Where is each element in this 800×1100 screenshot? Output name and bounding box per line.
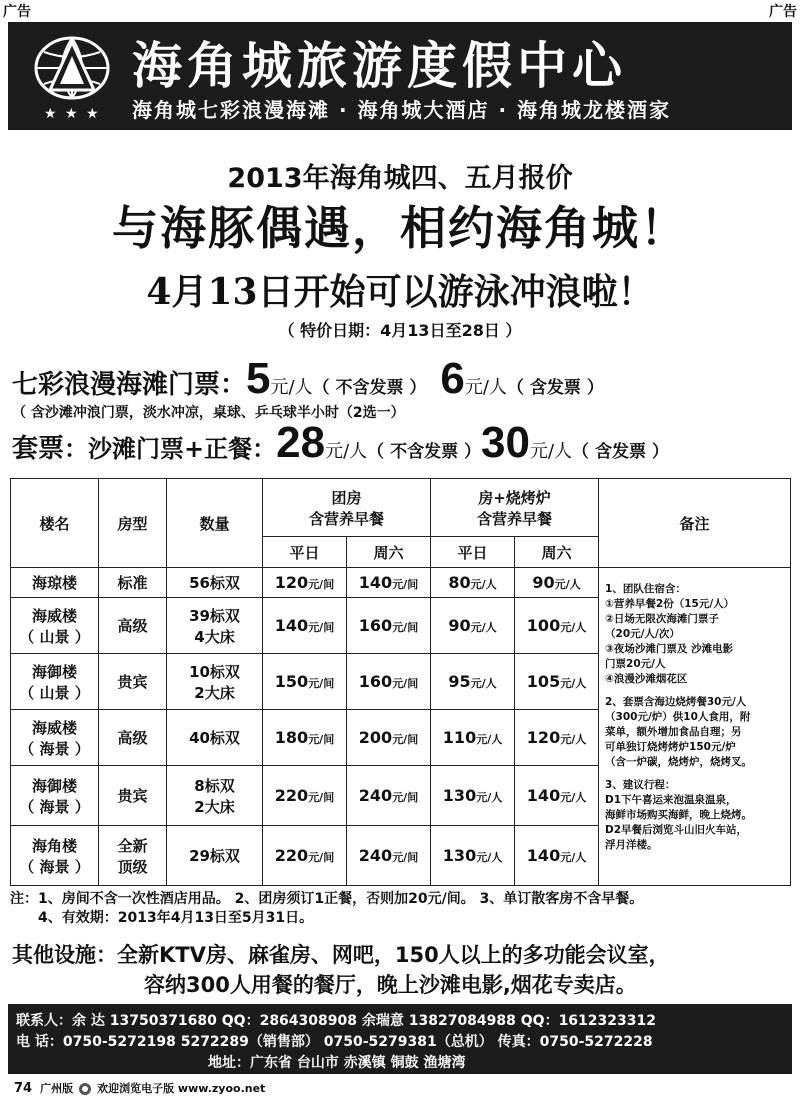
price-amount: 95 xyxy=(448,672,471,691)
remark-line: （300元/炉）供10人食用，附 xyxy=(605,711,751,723)
table-row xyxy=(11,568,791,598)
contact-address: 地址：广东省 台山市 赤溪镇 铜鼓 渔塘湾 xyxy=(208,1055,466,1071)
col-header-quantity: 数量 xyxy=(167,479,263,568)
price-bbq-saturday xyxy=(515,710,599,766)
cell-building xyxy=(11,766,99,826)
remark-line: ④浪漫沙滩烟花区 xyxy=(605,673,688,685)
cell-building xyxy=(11,710,99,766)
building-name: 海琼楼 xyxy=(31,574,77,592)
cell-building xyxy=(11,568,99,598)
price-amount: 120 xyxy=(274,573,309,592)
remark-line: D2早餐后浏览斗山旧火车站， xyxy=(605,824,748,836)
price-note: （ 不含发票 ） xyxy=(312,378,427,398)
svg-text:★: ★ xyxy=(44,106,57,122)
building-name: 海御楼 xyxy=(31,662,77,681)
remarks-cell xyxy=(599,568,791,886)
brand-title: 海角城旅游度假中心 xyxy=(132,37,627,95)
package-price-2: 30 xyxy=(481,418,530,467)
price-amount: 105 xyxy=(526,672,561,691)
room-type: 全新 xyxy=(117,836,148,855)
cell-room-type xyxy=(99,654,167,710)
price-group-saturday xyxy=(347,710,431,766)
price-group-weekday xyxy=(263,598,347,654)
price-amount: 100 xyxy=(526,616,561,635)
cell-quantity xyxy=(167,710,263,766)
page-footer xyxy=(14,1080,265,1096)
price-bbq-weekday xyxy=(431,598,515,654)
remark-line: 海鲜市场购买海鲜，晚上烧烤。 xyxy=(605,809,753,821)
price-unit: 元/人 xyxy=(560,677,587,690)
building-view: （ 山景 ） xyxy=(19,683,90,702)
room-quantity: 8标双 xyxy=(194,776,235,795)
price-unit: 元/人 xyxy=(470,578,497,591)
price-unit: 元/人 xyxy=(560,733,587,746)
price-bbq-saturday xyxy=(515,598,599,654)
beach-ticket-price-2: 6 xyxy=(440,354,465,403)
remark-line: 可单独订烧烤烤炉150元/炉 xyxy=(605,741,736,753)
price-amount: 140 xyxy=(526,846,561,865)
cell-room-type xyxy=(99,826,167,886)
room-quantity: 39标双 xyxy=(189,606,240,625)
price-unit: 元/人 xyxy=(560,621,587,634)
price-amount: 240 xyxy=(358,786,393,805)
col-header-weekday: 平日 xyxy=(263,537,347,568)
edition-label: 广州版 xyxy=(40,1082,74,1095)
price-unit: 元/人 xyxy=(560,851,587,864)
price-group-weekday xyxy=(263,766,347,826)
building-name: 海角楼 xyxy=(31,836,77,855)
package-line xyxy=(12,418,669,468)
price-amount: 90 xyxy=(532,573,555,592)
price-unit: 元/人 xyxy=(529,441,573,462)
cell-quantity xyxy=(167,568,263,598)
facilities xyxy=(12,940,670,1000)
price-amount: 140 xyxy=(526,786,561,805)
price-unit: 元/人 xyxy=(325,441,368,462)
price-unit: 元/人 xyxy=(470,677,497,690)
price-bbq-saturday xyxy=(515,826,599,886)
building-view: （ 海景 ） xyxy=(19,739,90,758)
group-room-line2: 含营养早餐 xyxy=(309,509,385,528)
room-quantity: 56标双 xyxy=(189,574,240,592)
price-unit: 元/人 xyxy=(476,791,503,804)
price-amount: 160 xyxy=(358,672,393,691)
price-note: （ 不含发票 ） xyxy=(367,442,481,462)
remark-line: ②日场无限次海滩门票子 xyxy=(605,613,719,625)
col-header-weekday: 平日 xyxy=(431,537,515,568)
cell-building xyxy=(11,654,99,710)
price-amount: 180 xyxy=(274,728,309,747)
page-number: 74 xyxy=(14,1081,33,1096)
price-bbq-weekday xyxy=(431,654,515,710)
remark-line: 1、团队住宿含： xyxy=(605,583,686,595)
room-type: 高级 xyxy=(117,729,148,747)
cell-quantity xyxy=(167,654,263,710)
cell-room-type xyxy=(99,568,167,598)
contact-phones: 电 话：0750-5272198 5272289（销售部） 0750-5279381（总机） 传真：0750-5272228 xyxy=(16,1034,653,1050)
building-name: 海威楼 xyxy=(31,606,77,625)
room-quantity: 40标双 xyxy=(189,729,240,747)
ad-tag-right: 广告 xyxy=(766,0,800,22)
browse-online-text: 欢迎浏览电子版 www.zyoo.net xyxy=(97,1082,266,1095)
promo-swim-date: 4月13日开始可以游泳冲浪啦！ xyxy=(146,271,654,313)
price-bbq-weekday xyxy=(431,568,515,598)
cell-quantity xyxy=(167,826,263,886)
room-type: 标准 xyxy=(117,574,148,592)
price-group-saturday xyxy=(347,654,431,710)
col-header-bbq-room xyxy=(431,479,599,537)
footnotes xyxy=(10,890,643,928)
price-bbq-saturday xyxy=(515,654,599,710)
package-price-1: 28 xyxy=(276,418,326,467)
price-amount: 200 xyxy=(358,728,393,747)
svg-text:★: ★ xyxy=(65,106,78,122)
package-desc: ：沙滩门票+正餐： xyxy=(64,435,277,463)
price-bbq-saturday xyxy=(515,766,599,826)
price-unit: 元/人 xyxy=(270,377,313,398)
price-group-weekday xyxy=(263,568,347,598)
price-group-weekday xyxy=(263,654,347,710)
price-amount: 90 xyxy=(448,616,471,635)
price-note: （ 含发票 ） xyxy=(572,442,669,462)
price-unit: 元/人 xyxy=(476,851,503,864)
room-type: 高级 xyxy=(117,617,148,635)
room-quantity-line2: 2大床 xyxy=(194,683,235,702)
building-view: （ 海景 ） xyxy=(19,797,90,816)
remark-line: （含一炉碳，烧烤炉，烧烤叉。 xyxy=(605,756,753,768)
col-header-saturday: 周六 xyxy=(515,537,599,568)
price-group-weekday xyxy=(263,826,347,886)
building-view: （ 山景 ） xyxy=(19,627,90,646)
col-header-remarks: 备注 xyxy=(599,479,791,568)
cell-quantity xyxy=(167,766,263,826)
price-unit: 元/人 xyxy=(554,578,581,591)
remark-line: 菜单，额外增加食品自理；另 xyxy=(605,726,742,738)
resort-logo-icon xyxy=(26,32,118,122)
beach-ticket-price-1: 5 xyxy=(246,354,271,403)
price-amount: 220 xyxy=(274,786,309,805)
remark-line: 2、套票含海边烧烤餐30元/人 xyxy=(605,696,747,708)
price-group-saturday xyxy=(347,598,431,654)
special-dates: （ 特价日期：4月13日至28日 ） xyxy=(278,321,522,340)
price-unit: 元/间 xyxy=(392,578,419,591)
footnote-line-2: 4、有效期：2013年4月13日至5月31日。 xyxy=(38,910,314,926)
price-unit: 元/间 xyxy=(392,677,419,690)
remark-line: D1下午喜运来泡温泉温泉， xyxy=(605,794,737,806)
col-header-group-room xyxy=(263,479,431,537)
building-name: 海御楼 xyxy=(31,776,77,795)
room-type: 贵宾 xyxy=(117,787,148,805)
col-header-building: 楼名 xyxy=(11,479,99,568)
price-unit: 元/间 xyxy=(392,851,419,864)
price-unit: 元/人 xyxy=(464,377,507,398)
room-quantity-line2: 2大床 xyxy=(194,797,235,816)
price-amount: 110 xyxy=(442,728,477,747)
remark-line: 浮月洋楼。 xyxy=(605,839,658,851)
price-group-saturday xyxy=(347,766,431,826)
price-group-weekday xyxy=(263,710,347,766)
remark-line: ①营养早餐2份（15元/人） xyxy=(605,598,735,610)
remark-line: 门票20元/人 xyxy=(605,658,666,670)
price-unit: 元/间 xyxy=(308,621,335,634)
price-group-saturday xyxy=(347,826,431,886)
price-unit: 元/间 xyxy=(308,851,335,864)
price-amount: 220 xyxy=(274,846,309,865)
col-header-saturday: 周六 xyxy=(347,537,431,568)
price-unit: 元/间 xyxy=(392,621,419,634)
cell-room-type xyxy=(99,710,167,766)
price-unit: 元/间 xyxy=(308,578,335,591)
price-amount: 140 xyxy=(274,616,309,635)
price-bbq-saturday xyxy=(515,568,599,598)
promo-headline: 与海豚偶遇，相约海角城！ xyxy=(112,201,688,255)
footnote-line-1: 注：1、房间不含一次性酒店用品。 2、团房须订1正餐，否则加20元/间。 3、单订散客房不含早餐。 xyxy=(10,891,644,907)
price-unit: 元/间 xyxy=(392,733,419,746)
contact-people: 联系人：余 达 13750371680 QQ：2864308908 余瑞意 13827084988 QQ：1612323312 xyxy=(16,1013,656,1029)
remark-line: ③夜场沙滩门票及 沙滩电影 xyxy=(605,643,734,655)
price-unit: 元/间 xyxy=(308,733,335,746)
room-quantity: 10标双 xyxy=(189,662,240,681)
room-price-table xyxy=(10,478,791,886)
header-banner xyxy=(8,22,792,130)
col-header-room-type: 房型 xyxy=(99,479,167,568)
cell-room-type xyxy=(99,598,167,654)
price-bbq-weekday xyxy=(431,826,515,886)
facilities-line-2: 容纳300人用餐的餐厅，晚上沙滩电影,烟花专卖店。 xyxy=(144,973,637,997)
price-unit: 元/间 xyxy=(308,677,335,690)
price-amount: 80 xyxy=(448,573,471,592)
price-amount: 140 xyxy=(358,573,393,592)
price-bbq-weekday xyxy=(431,710,515,766)
room-quantity-line2: 4大床 xyxy=(194,627,235,646)
bbq-room-line2: 含营养早餐 xyxy=(477,509,553,528)
price-amount: 240 xyxy=(358,846,393,865)
price-unit: 元/间 xyxy=(392,791,419,804)
price-bbq-weekday xyxy=(431,766,515,826)
cell-building xyxy=(11,826,99,886)
brand-subtitle: 海角城七彩浪漫海滩 · 海角城大酒店 · 海角城龙楼酒家 xyxy=(132,98,672,122)
bbq-room-line1: 房+烧烤炉 xyxy=(478,488,551,507)
remark-line: （20元/人/次） xyxy=(605,628,680,640)
price-amount: 120 xyxy=(526,728,561,747)
ad-tag-left: 广告 xyxy=(0,0,34,22)
price-amount: 130 xyxy=(442,786,477,805)
price-unit: 元/人 xyxy=(560,791,587,804)
building-name: 海威楼 xyxy=(31,718,77,737)
room-type-line2: 顶级 xyxy=(117,857,148,876)
facilities-line-1: 其他设施：全新KTV房、麻雀房、网吧，150人以上的多功能会议室， xyxy=(12,943,670,967)
package-label: 套票 xyxy=(12,434,65,464)
price-amount: 130 xyxy=(442,846,477,865)
room-type: 贵宾 xyxy=(117,673,148,691)
group-room-line1: 团房 xyxy=(331,488,362,507)
price-unit: 元/人 xyxy=(470,621,497,634)
cell-building xyxy=(11,598,99,654)
beach-ticket-label: 七彩浪漫海滩门票： xyxy=(12,370,247,400)
remark-line: 3、建议行程： xyxy=(605,779,676,791)
promo-title-year: 2013年海角城四、五月报价 xyxy=(227,163,573,194)
beach-ticket-includes: （ 含沙滩冲浪门票，淡水冲凉，桌球、乒乓球半小时（2选一） xyxy=(12,405,405,421)
price-amount: 160 xyxy=(358,616,393,635)
cell-room-type xyxy=(99,766,167,826)
price-note: （ 含发票 ） xyxy=(506,378,604,398)
publisher-logo-icon xyxy=(77,1082,93,1096)
price-unit: 元/人 xyxy=(476,733,503,746)
room-quantity: 29标双 xyxy=(189,847,240,865)
cell-quantity xyxy=(167,598,263,654)
contact-footer xyxy=(8,1004,792,1074)
beach-ticket-line xyxy=(12,354,604,404)
svg-text:★: ★ xyxy=(86,106,99,122)
price-group-saturday xyxy=(347,568,431,598)
price-unit: 元/间 xyxy=(308,791,335,804)
building-view: （ 海景 ） xyxy=(19,857,90,876)
price-amount: 150 xyxy=(274,672,309,691)
